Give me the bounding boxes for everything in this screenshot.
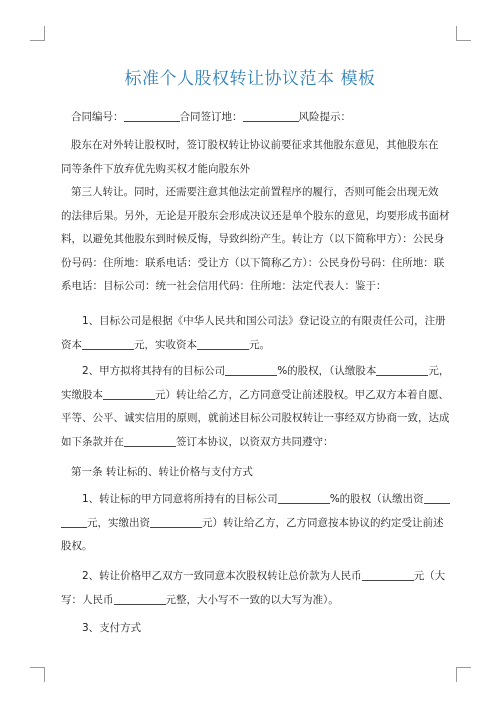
paid-capital-blank	[197, 337, 249, 350]
risk-paragraph	[61, 134, 441, 181]
article-1-1-paragraph	[61, 488, 444, 559]
article-1-3-paragraph: 3、支付方式	[82, 622, 142, 634]
document-title: 标准个人股权转让协议范本 模板	[124, 69, 376, 89]
text-line: 同等条件下放弃优先购买权才能向股东外	[61, 162, 250, 175]
crop-mark-top-left	[30, 26, 45, 41]
text-segment: 元）转让给乙方，乙方同意受让前述股权。甲乙双方本着自愿、	[155, 388, 449, 401]
subscribed-contribution-blank-cont	[61, 515, 87, 528]
crop-mark-bottom-left	[30, 667, 45, 682]
risk-tip-label: 风险提示：	[298, 111, 351, 123]
registered-capital-blank	[82, 337, 134, 350]
sign-place-blank	[243, 109, 299, 122]
text-line: 平等、公平、诚实信用的原则，就前述目标公司股权转让一事经双方协商一致，达成	[61, 412, 450, 424]
text-segment: %的股权（认缴出资	[329, 493, 424, 505]
text-segment: 如下条款并在	[61, 435, 124, 448]
crop-mark-bottom-right	[456, 667, 471, 682]
price-blank	[362, 568, 414, 581]
text-line: 1、目标公司是根据《中华人民共和国公司法》登记设立的有限责任公司，注册	[82, 315, 446, 327]
paid-capital-blank	[103, 387, 155, 400]
recital-1-paragraph	[61, 310, 446, 357]
text-segment: 元（大	[413, 570, 446, 582]
text-segment: 元，实收资本	[134, 338, 197, 351]
paid-contribution-blank	[150, 515, 202, 528]
sign-place-label: 合同签订地：	[179, 111, 243, 123]
contract-no-blank	[124, 109, 180, 122]
text-segment: 元，	[428, 365, 450, 377]
crop-mark-top-right	[456, 26, 471, 41]
share-percent-blank	[278, 491, 330, 504]
article-1-2-paragraph	[61, 565, 446, 612]
text-segment: 2、转让价格甲乙双方一致同意本次股权转让总价款为人民币	[82, 570, 362, 582]
text-line: 的法律后果。另外，无论是开股东会形成决议还是单个股东的意见，均要形成书面材	[61, 209, 450, 222]
text-line: 系电话：目标公司：统一社会信用代码：住所地：法定代表人：鉴于：	[61, 280, 387, 292]
text-segment: 1、转让标的甲方同意将所持有的目标公司	[82, 493, 278, 505]
text-line: 股东在对外转让股权时，签订股权转让协议前要征求其他股东意见，其他股东在	[71, 139, 439, 151]
subscribed-contribution-blank	[424, 491, 450, 504]
text-segment: 2、甲方拟将其持有的目标公司	[82, 365, 226, 377]
third-party-paragraph	[61, 181, 450, 299]
text-segment: 实缴股本	[61, 388, 103, 401]
contract-header-line	[61, 106, 441, 130]
text-line: 第三人转让。同时，还需要注意其他法定前置程序的履行，否则可能会出现无效	[71, 186, 439, 198]
text-line: 料，以避免其他股东到时候反悔，导致纠纷产生。转让方（以下简称甲方）：公民身	[61, 233, 445, 245]
text-segment: 元。	[249, 338, 270, 351]
article-1-heading: 第一条 转让标的、转让价格与支付方式	[71, 466, 253, 478]
text-segment: 元，实缴出资	[87, 516, 150, 529]
text-line: 份号码：住所地：联系电话：受让方（以下简称乙方）：公民身份号码：住所地：联	[61, 256, 445, 269]
price-uppercase-blank	[114, 592, 166, 605]
text-segment: 元整，大小写不一致的以大写为准）。	[165, 593, 339, 606]
text-segment: 资本	[61, 338, 82, 351]
text-segment: %的股权，（认缴股本	[277, 365, 377, 377]
text-segment: 写：人民币	[61, 593, 114, 606]
contract-no-label: 合同编号：	[71, 111, 124, 123]
share-percent-blank	[225, 363, 277, 376]
text-segment: 签订本协议，以资双方共同遵守：	[176, 435, 334, 448]
recital-2-paragraph	[61, 360, 450, 454]
text-segment: 元）转让给乙方，乙方同意按本协议的约定受让前述	[202, 516, 444, 529]
subscribed-capital-blank	[376, 363, 428, 376]
text-segment: 股权。	[61, 540, 93, 552]
sign-date-blank	[124, 434, 176, 447]
